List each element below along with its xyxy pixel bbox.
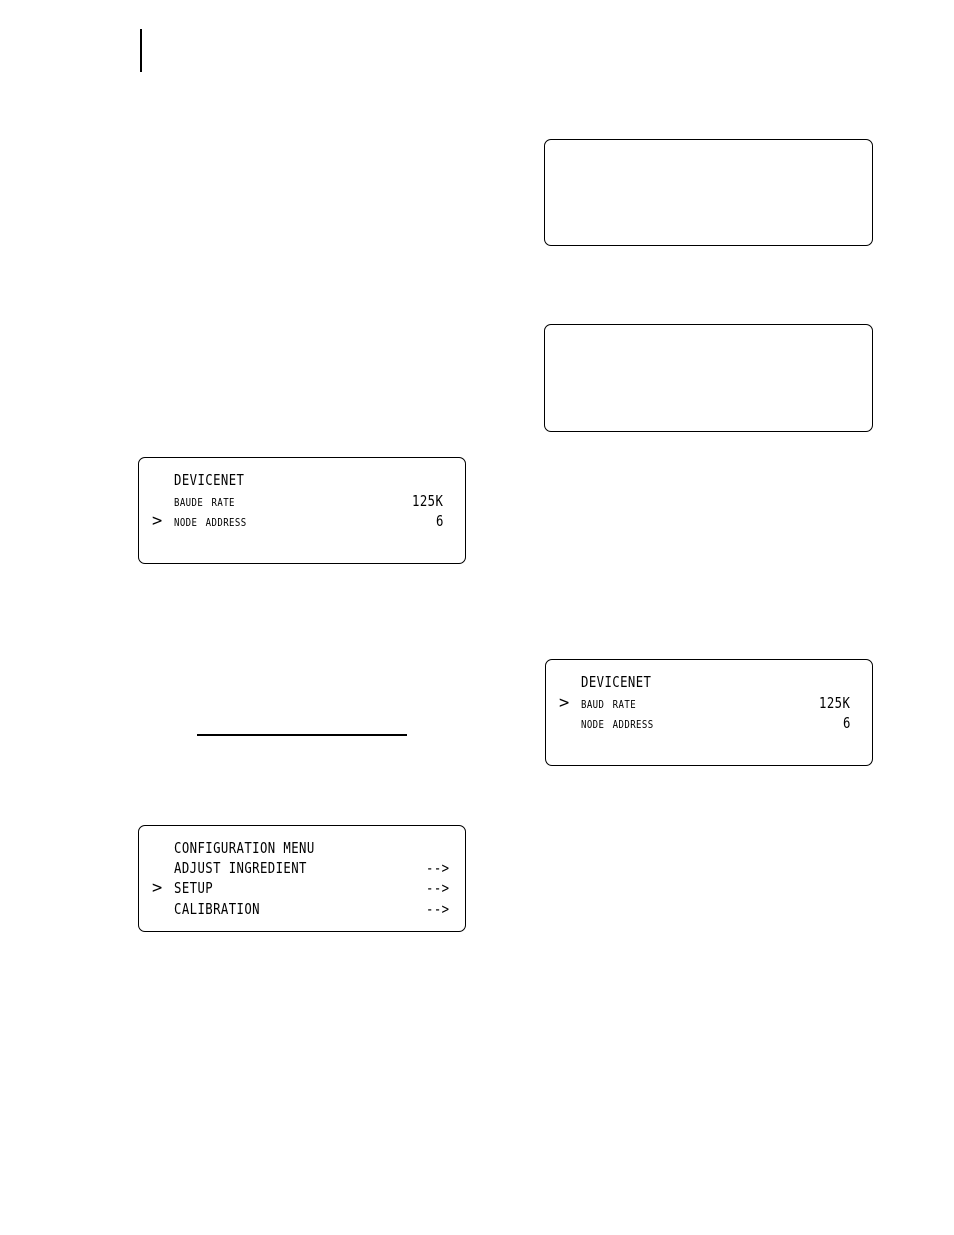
baud-rate-value: 125K <box>819 694 851 712</box>
selection-cursor-icon: > <box>559 693 570 713</box>
lcd-row-baud-rate: > baud rate 125K <box>559 693 851 713</box>
menu-item-calibration: CALIBRATION --> <box>174 900 450 918</box>
lcd-display-blank-2 <box>544 324 873 432</box>
heading-underline-rule <box>197 734 407 736</box>
lcd-row-node-address: > node address 6 <box>152 511 444 531</box>
lcd-title: CONFIGURATION MENU <box>174 839 315 857</box>
lcd-title: DEVICENET <box>174 471 245 489</box>
menu-item-adjust-ingredient: ADJUST INGREDIENT --> <box>174 859 450 877</box>
lcd-display-devicenet-node-address <box>138 457 466 564</box>
menu-item-setup: > SETUP --> <box>152 878 450 898</box>
submenu-arrow-icon: --> <box>426 879 450 897</box>
margin-change-bar <box>140 29 142 72</box>
lcd-title: DEVICENET <box>581 673 652 691</box>
node-address-value: 6 <box>436 512 444 530</box>
submenu-arrow-icon: --> <box>426 859 450 877</box>
lcd-row-baud-rate: baude rate 125K <box>174 491 444 510</box>
selection-cursor-icon: > <box>152 878 163 898</box>
submenu-arrow-icon: --> <box>426 900 450 918</box>
selection-cursor-icon: > <box>152 511 163 531</box>
lcd-row-node-address: node address 6 <box>581 713 851 732</box>
lcd-display-configuration-menu <box>138 825 466 932</box>
node-address-value: 6 <box>843 714 851 732</box>
lcd-display-devicenet-baud-rate <box>545 659 873 766</box>
baud-rate-value: 125K <box>412 492 444 510</box>
lcd-display-blank-1 <box>544 139 873 246</box>
